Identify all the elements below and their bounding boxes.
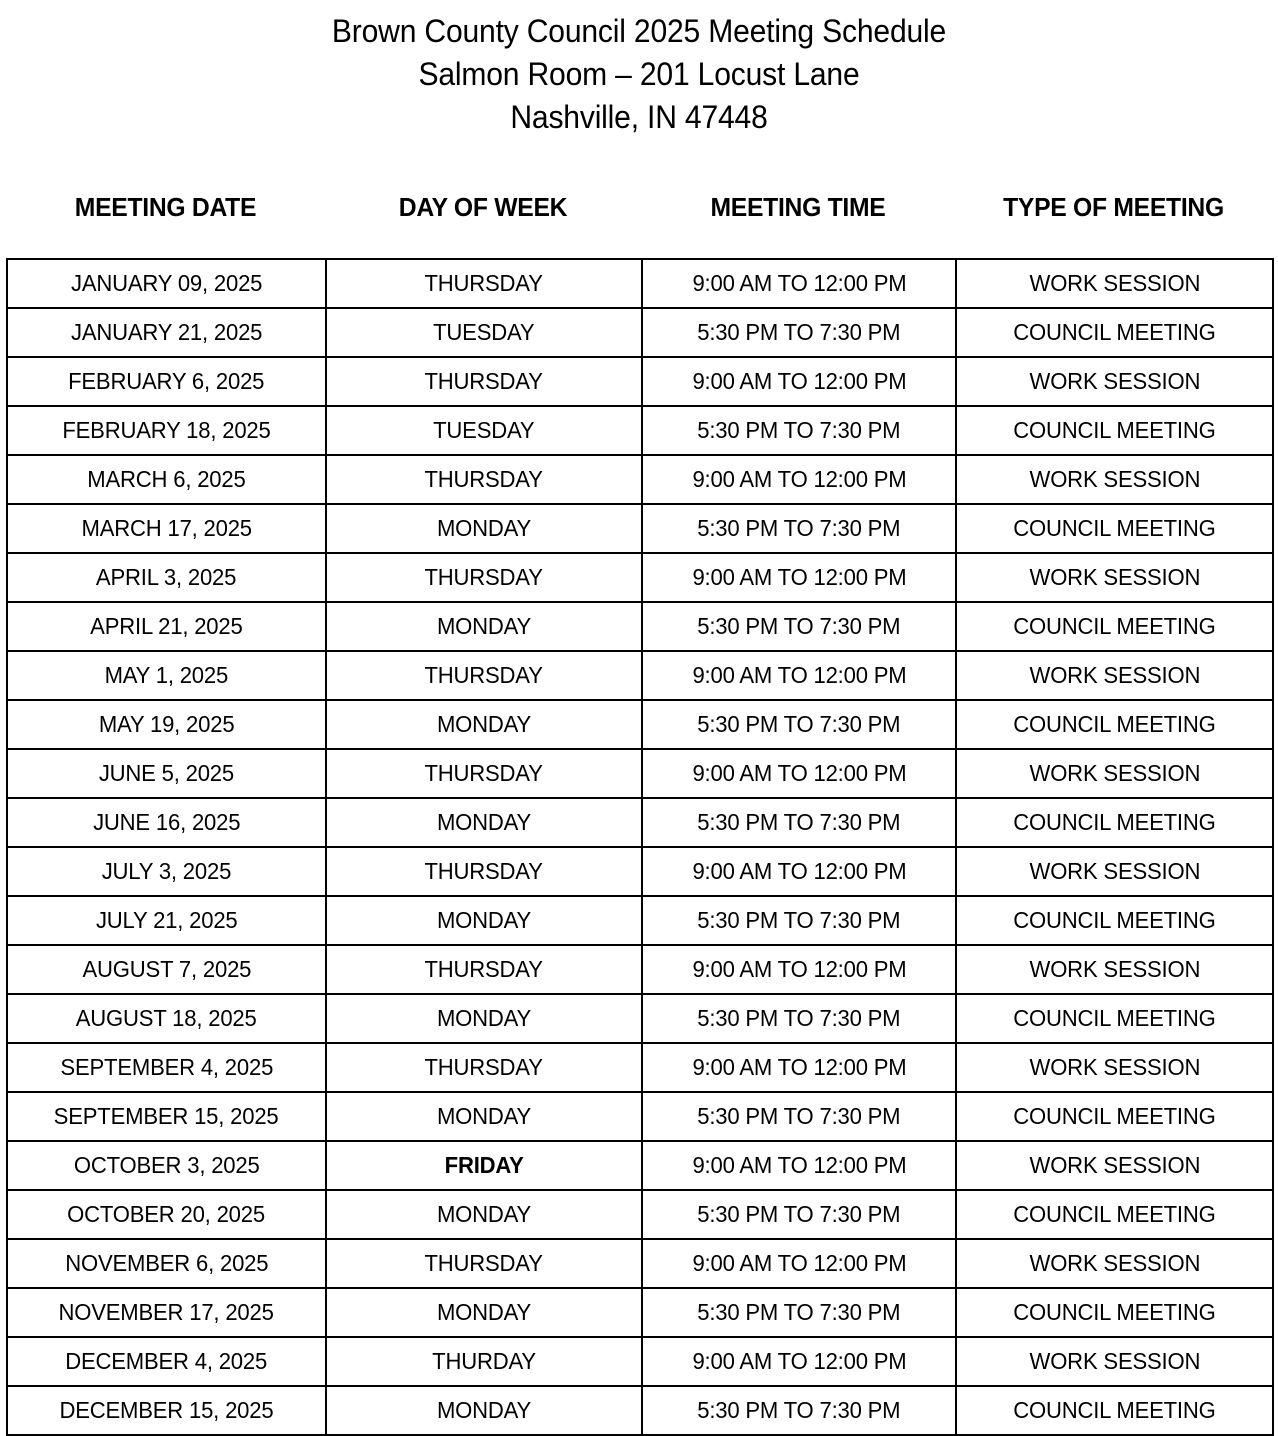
cell-type-text: WORK SESSION — [1029, 1054, 1200, 1080]
cell-date-text: NOVEMBER 6, 2025 — [64, 1250, 269, 1276]
title-line-city-state-zip: Nashville, IN 47448 — [510, 99, 768, 135]
column-header-type-of-meeting: TYPE OF MEETING — [1003, 192, 1224, 222]
cell-day — [326, 1337, 642, 1386]
cell-time-text: 5:30 PM TO 7:30 PM — [697, 809, 901, 835]
cell-time-text: 9:00 AM TO 12:00 PM — [691, 1250, 906, 1276]
cell-type-text: COUNCIL MEETING — [1013, 1005, 1216, 1031]
cell-date — [7, 1092, 326, 1141]
cell-type-text: WORK SESSION — [1029, 760, 1200, 786]
cell-day-text: THURSDAY — [424, 1054, 544, 1080]
table-row — [7, 700, 1273, 749]
table-row — [7, 1337, 1273, 1386]
title-line-heading: Brown County Council 2025 Meeting Schedule — [331, 13, 947, 49]
cell-type-text: COUNCIL MEETING — [1013, 319, 1216, 345]
cell-date-text: AUGUST 7, 2025 — [82, 956, 251, 982]
table-row — [7, 553, 1273, 602]
cell-time — [642, 553, 956, 602]
cell-type-text: COUNCIL MEETING — [1013, 613, 1216, 639]
cell-time — [642, 1337, 956, 1386]
cell-time-text: 5:30 PM TO 7:30 PM — [697, 417, 901, 443]
cell-date — [7, 1141, 326, 1190]
cell-time-text: 9:00 AM TO 12:00 PM — [691, 368, 906, 394]
cell-type — [956, 994, 1273, 1043]
cell-type-text: COUNCIL MEETING — [1013, 809, 1216, 835]
cell-date — [7, 308, 326, 357]
cell-day — [326, 1288, 642, 1337]
cell-type — [956, 651, 1273, 700]
cell-type-text: COUNCIL MEETING — [1013, 1397, 1216, 1423]
cell-time — [642, 602, 956, 651]
cell-day-text: MONDAY — [436, 613, 532, 639]
cell-day-text: THURSDAY — [424, 858, 544, 884]
cell-date — [7, 602, 326, 651]
cell-time — [642, 455, 956, 504]
cell-type-text: COUNCIL MEETING — [1013, 1103, 1216, 1129]
cell-day — [326, 847, 642, 896]
cell-time — [642, 994, 956, 1043]
cell-date-text: NOVEMBER 17, 2025 — [58, 1299, 275, 1325]
cell-day-text: FRIDAY — [444, 1152, 524, 1178]
cell-date — [7, 896, 326, 945]
cell-type — [956, 259, 1273, 308]
cell-date — [7, 259, 326, 308]
cell-time — [642, 651, 956, 700]
cell-day-text: MONDAY — [436, 809, 532, 835]
cell-date-text: APRIL 21, 2025 — [90, 613, 243, 639]
cell-date — [7, 994, 326, 1043]
cell-day — [326, 1239, 642, 1288]
cell-type-text: WORK SESSION — [1029, 858, 1200, 884]
table-row — [7, 259, 1273, 308]
cell-type-text: WORK SESSION — [1029, 956, 1200, 982]
cell-day — [326, 308, 642, 357]
cell-day-text: TUESDAY — [433, 319, 535, 345]
cell-date-text: DECEMBER 15, 2025 — [59, 1397, 274, 1423]
cell-time — [642, 798, 956, 847]
cell-date-text: SEPTEMBER 15, 2025 — [54, 1103, 279, 1129]
table-row — [7, 1043, 1273, 1092]
cell-day-text: MONDAY — [436, 1005, 532, 1031]
cell-type-text: COUNCIL MEETING — [1013, 907, 1216, 933]
cell-date-text: OCTOBER 3, 2025 — [73, 1152, 260, 1178]
cell-time-text: 9:00 AM TO 12:00 PM — [691, 1348, 906, 1374]
cell-time — [642, 1386, 956, 1435]
cell-time-text: 5:30 PM TO 7:30 PM — [697, 515, 901, 541]
cell-date-text: MARCH 17, 2025 — [81, 515, 252, 541]
cell-date — [7, 455, 326, 504]
cell-date-text: DECEMBER 4, 2025 — [65, 1348, 268, 1374]
cell-type — [956, 357, 1273, 406]
cell-date-text: JANUARY 09, 2025 — [70, 270, 263, 296]
document-title-block — [0, 0, 1278, 139]
cell-time-text: 5:30 PM TO 7:30 PM — [697, 1397, 901, 1423]
cell-day — [326, 749, 642, 798]
cell-time-text: 9:00 AM TO 12:00 PM — [691, 1054, 906, 1080]
cell-type — [956, 1092, 1273, 1141]
table-row — [7, 1288, 1273, 1337]
cell-day-text: THURSDAY — [424, 466, 544, 492]
cell-day — [326, 994, 642, 1043]
cell-type — [956, 1239, 1273, 1288]
cell-day — [326, 1386, 642, 1435]
cell-time-text: 9:00 AM TO 12:00 PM — [691, 1152, 906, 1178]
table-row — [7, 602, 1273, 651]
cell-type — [956, 1190, 1273, 1239]
cell-date — [7, 406, 326, 455]
cell-date-text: MARCH 6, 2025 — [87, 466, 246, 492]
cell-type — [956, 945, 1273, 994]
cell-day — [326, 945, 642, 994]
cell-day — [326, 1092, 642, 1141]
cell-time-text: 9:00 AM TO 12:00 PM — [691, 956, 906, 982]
cell-date-text: JULY 3, 2025 — [101, 858, 232, 884]
cell-day — [326, 406, 642, 455]
cell-date-text: JUNE 16, 2025 — [92, 809, 241, 835]
cell-type — [956, 602, 1273, 651]
cell-time — [642, 1043, 956, 1092]
cell-day-text: MONDAY — [436, 1201, 532, 1227]
cell-date-text: MAY 19, 2025 — [98, 711, 235, 737]
cell-day — [326, 651, 642, 700]
cell-type-text: COUNCIL MEETING — [1013, 417, 1216, 443]
cell-type-text: WORK SESSION — [1029, 466, 1200, 492]
cell-date — [7, 504, 326, 553]
column-header-meeting-time: MEETING TIME — [710, 192, 886, 222]
table-row — [7, 1239, 1273, 1288]
cell-type-text: WORK SESSION — [1029, 1152, 1200, 1178]
table-row — [7, 1141, 1273, 1190]
table-row — [7, 749, 1273, 798]
cell-day-text: MONDAY — [436, 907, 532, 933]
cell-date-text: JANUARY 21, 2025 — [70, 319, 263, 345]
cell-date-text: SEPTEMBER 4, 2025 — [60, 1054, 273, 1080]
cell-day-text: THURSDAY — [424, 564, 544, 590]
cell-type-text: WORK SESSION — [1029, 270, 1200, 296]
cell-day — [326, 553, 642, 602]
cell-time — [642, 1092, 956, 1141]
cell-date — [7, 357, 326, 406]
cell-day-text: MONDAY — [436, 515, 532, 541]
cell-type-text: WORK SESSION — [1029, 1348, 1200, 1374]
cell-type — [956, 504, 1273, 553]
cell-time — [642, 1141, 956, 1190]
cell-time — [642, 1239, 956, 1288]
cell-date-text: JULY 21, 2025 — [95, 907, 238, 933]
cell-type-text: COUNCIL MEETING — [1013, 711, 1216, 737]
cell-time — [642, 259, 956, 308]
cell-type — [956, 896, 1273, 945]
cell-time — [642, 847, 956, 896]
cell-time-text: 5:30 PM TO 7:30 PM — [697, 319, 901, 345]
column-header-day-of-week: DAY OF WEEK — [398, 192, 568, 222]
cell-day — [326, 896, 642, 945]
cell-day — [326, 357, 642, 406]
table-row — [7, 406, 1273, 455]
cell-day-text: MONDAY — [436, 711, 532, 737]
cell-type — [956, 749, 1273, 798]
cell-day-text: MONDAY — [436, 1299, 532, 1325]
cell-date — [7, 798, 326, 847]
cell-time-text: 9:00 AM TO 12:00 PM — [691, 662, 906, 688]
table-row — [7, 455, 1273, 504]
schedule-table-wrapper — [6, 258, 1272, 1436]
cell-day — [326, 798, 642, 847]
cell-date-text: FEBRUARY 18, 2025 — [62, 417, 271, 443]
cell-day — [326, 455, 642, 504]
cell-day-text: TUESDAY — [433, 417, 535, 443]
cell-type — [956, 1386, 1273, 1435]
table-row — [7, 504, 1273, 553]
table-row — [7, 357, 1273, 406]
title-line-venue: Salmon Room – 201 Locust Lane — [418, 56, 860, 92]
cell-time-text: 5:30 PM TO 7:30 PM — [697, 613, 901, 639]
cell-time-text: 5:30 PM TO 7:30 PM — [697, 1005, 901, 1031]
schedule-table-body — [7, 259, 1273, 1435]
cell-day — [326, 1141, 642, 1190]
cell-day — [326, 700, 642, 749]
cell-time — [642, 945, 956, 994]
cell-type — [956, 1141, 1273, 1190]
meeting-schedule-table — [6, 258, 1274, 1436]
column-header-meeting-date: MEETING DATE — [74, 192, 257, 222]
cell-day-text: THURDAY — [432, 1348, 536, 1374]
cell-time-text: 5:30 PM TO 7:30 PM — [697, 1201, 901, 1227]
cell-time — [642, 700, 956, 749]
cell-time — [642, 308, 956, 357]
cell-type — [956, 847, 1273, 896]
cell-time — [642, 504, 956, 553]
cell-type — [956, 406, 1273, 455]
cell-date — [7, 651, 326, 700]
table-row — [7, 1092, 1273, 1141]
cell-time-text: 9:00 AM TO 12:00 PM — [691, 270, 906, 296]
cell-type-text: WORK SESSION — [1029, 368, 1200, 394]
cell-type-text: COUNCIL MEETING — [1013, 515, 1216, 541]
cell-day — [326, 602, 642, 651]
cell-time — [642, 749, 956, 798]
table-row — [7, 1190, 1273, 1239]
cell-type — [956, 553, 1273, 602]
cell-day-text: THURSDAY — [424, 270, 544, 296]
cell-time-text: 5:30 PM TO 7:30 PM — [697, 1299, 901, 1325]
cell-time — [642, 1190, 956, 1239]
cell-type-text: WORK SESSION — [1029, 1250, 1200, 1276]
cell-time-text: 9:00 AM TO 12:00 PM — [691, 466, 906, 492]
cell-type — [956, 1288, 1273, 1337]
cell-day-text: THURSDAY — [424, 760, 544, 786]
cell-day — [326, 1190, 642, 1239]
cell-type — [956, 798, 1273, 847]
cell-date — [7, 700, 326, 749]
cell-date — [7, 1190, 326, 1239]
cell-type — [956, 1337, 1273, 1386]
cell-date — [7, 1288, 326, 1337]
cell-date — [7, 945, 326, 994]
table-row — [7, 308, 1273, 357]
cell-type — [956, 1043, 1273, 1092]
cell-type-text: COUNCIL MEETING — [1013, 1299, 1216, 1325]
table-row — [7, 847, 1273, 896]
cell-date-text: MAY 1, 2025 — [104, 662, 229, 688]
cell-time — [642, 1288, 956, 1337]
cell-date — [7, 749, 326, 798]
cell-day — [326, 504, 642, 553]
cell-day-text: MONDAY — [436, 1397, 532, 1423]
cell-type — [956, 700, 1273, 749]
table-row — [7, 945, 1273, 994]
cell-date-text: APRIL 3, 2025 — [96, 564, 237, 590]
cell-day-text: THURSDAY — [424, 1250, 544, 1276]
cell-time-text: 9:00 AM TO 12:00 PM — [691, 760, 906, 786]
cell-date — [7, 1043, 326, 1092]
cell-day-text: THURSDAY — [424, 662, 544, 688]
cell-day-text: MONDAY — [436, 1103, 532, 1129]
table-row — [7, 896, 1273, 945]
cell-date — [7, 1337, 326, 1386]
cell-day-text: THURSDAY — [424, 956, 544, 982]
cell-date-text: AUGUST 18, 2025 — [76, 1005, 257, 1031]
cell-time-text: 9:00 AM TO 12:00 PM — [691, 564, 906, 590]
cell-type — [956, 308, 1273, 357]
cell-date-text: JUNE 5, 2025 — [98, 760, 235, 786]
cell-date — [7, 553, 326, 602]
cell-date — [7, 1386, 326, 1435]
cell-time-text: 9:00 AM TO 12:00 PM — [691, 858, 906, 884]
cell-date — [7, 1239, 326, 1288]
cell-day-text: THURSDAY — [424, 368, 544, 394]
table-row — [7, 994, 1273, 1043]
cell-time — [642, 357, 956, 406]
cell-day — [326, 259, 642, 308]
table-row — [7, 798, 1273, 847]
cell-time — [642, 406, 956, 455]
cell-day — [326, 1043, 642, 1092]
cell-time — [642, 896, 956, 945]
cell-type-text: COUNCIL MEETING — [1013, 1201, 1216, 1227]
table-column-headers — [0, 183, 1278, 223]
cell-date-text: OCTOBER 20, 2025 — [67, 1201, 266, 1227]
table-row — [7, 1386, 1273, 1435]
cell-time-text: 5:30 PM TO 7:30 PM — [697, 1103, 901, 1129]
cell-date-text: FEBRUARY 6, 2025 — [68, 368, 265, 394]
cell-type-text: WORK SESSION — [1029, 564, 1200, 590]
table-row — [7, 651, 1273, 700]
cell-time-text: 5:30 PM TO 7:30 PM — [697, 907, 901, 933]
cell-time-text: 5:30 PM TO 7:30 PM — [697, 711, 901, 737]
cell-type-text: WORK SESSION — [1029, 662, 1200, 688]
cell-type — [956, 455, 1273, 504]
cell-date — [7, 847, 326, 896]
